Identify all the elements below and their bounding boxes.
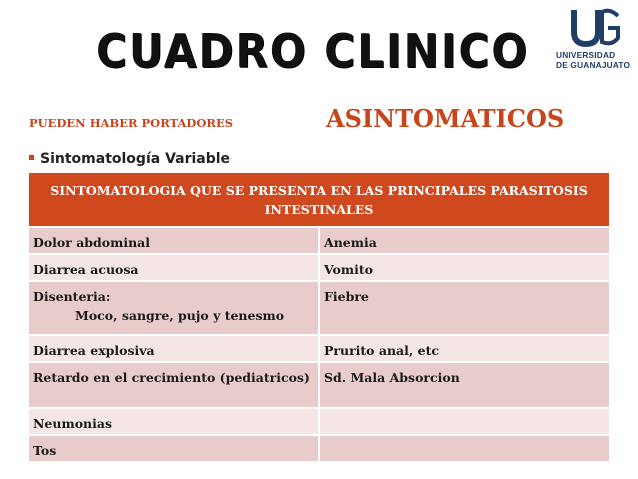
table-cell: Retardo en el crecimiento (pediatricos): [29, 362, 319, 408]
asymptomatic-heading: ASINTOMATICOS: [326, 104, 565, 133]
table-cell: Diarrea explosiva: [29, 335, 319, 362]
table-row: [29, 435, 609, 462]
carriers-label: PUEDEN HABER PORTADORES: [29, 116, 234, 130]
table-cell: [319, 435, 609, 462]
table-cell: Dolor abdominal: [29, 227, 319, 254]
cell-main-text: Disenteria:: [33, 289, 111, 304]
table-row: [29, 408, 609, 435]
bullet-item: [29, 151, 230, 167]
logo-text-line1: UNIVERSIDAD: [556, 50, 616, 60]
table-row: [29, 227, 609, 254]
table-cell: Tos: [29, 435, 319, 462]
bullet-text: Sintomatología Variable: [40, 151, 231, 167]
table-row: [29, 335, 609, 362]
table-row: [29, 362, 609, 408]
table-cell: [29, 281, 319, 335]
table-cell: Diarrea acuosa: [29, 254, 319, 281]
table-cell: Fiebre: [319, 281, 609, 335]
table-row: [29, 281, 609, 335]
table-cell: Anemia: [319, 227, 609, 254]
ug-logo-icon: [570, 6, 622, 48]
table-cell: Neumonias: [29, 408, 319, 435]
table-cell: Vomito: [319, 254, 609, 281]
table-cell: Prurito anal, etc: [319, 335, 609, 362]
symptoms-table: [29, 173, 609, 463]
square-bullet-icon: [29, 155, 34, 160]
logo-text-line2: DE GUANAJUATO: [556, 60, 631, 70]
table-cell: [319, 408, 609, 435]
table-cell: Sd. Mala Absorcion: [319, 362, 609, 408]
table-row: [29, 254, 609, 281]
table-header: SINTOMATOLOGIA QUE SE PRESENTA EN LAS PRINCIPALES PARASITOSIS INTESTINALES: [29, 173, 609, 227]
slide-title: CUADRO CLINICO: [96, 24, 530, 78]
cell-sub-text: Moco, sangre, pujo y tenesmo: [75, 308, 285, 323]
university-logo: [556, 6, 636, 72]
